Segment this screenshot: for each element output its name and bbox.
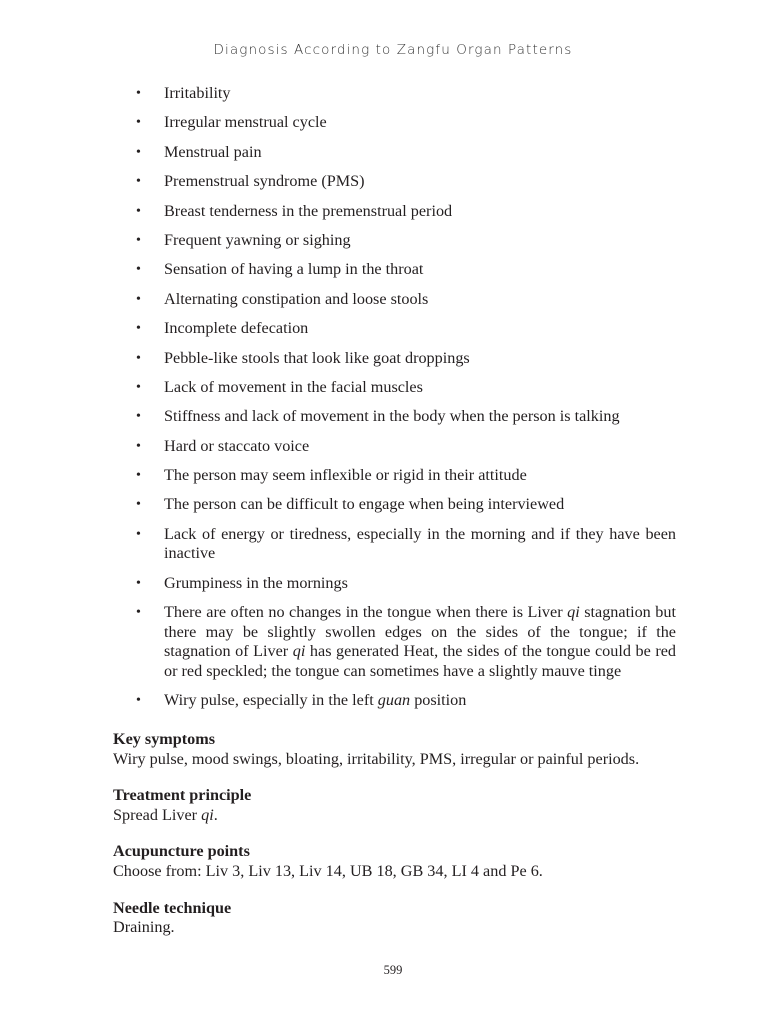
list-item-text: Grumpiness in the mornings xyxy=(164,573,348,592)
key-symptoms-text: Wiry pulse, mood swings, bloating, irritability, PMS, irregular or painful periods. xyxy=(113,749,640,768)
needle-technique-heading: Needle technique xyxy=(113,898,232,917)
bullet-icon: • xyxy=(136,379,141,395)
list-item xyxy=(136,437,676,457)
bullet-icon: • xyxy=(136,526,141,542)
list-item xyxy=(136,260,676,280)
bullet-icon: • xyxy=(136,497,141,513)
page-number: 599 xyxy=(383,963,403,977)
list-item-tongue xyxy=(136,603,676,681)
acupuncture-points-section xyxy=(113,842,683,881)
bullet-icon: • xyxy=(136,693,141,709)
list-item-text: Sensation of having a lump in the throat xyxy=(164,260,424,279)
bullet-icon: • xyxy=(136,409,141,425)
list-item xyxy=(136,407,676,427)
bullet-icon: • xyxy=(136,262,141,278)
list-item xyxy=(136,290,676,310)
list-item xyxy=(136,202,676,222)
list-item-text: Irritability xyxy=(164,84,231,102)
list-item xyxy=(136,143,676,163)
list-item xyxy=(136,495,676,515)
list-item-text: Lack of movement in the facial muscles xyxy=(164,377,423,396)
bullet-icon: • xyxy=(136,468,141,484)
bullet-icon: • xyxy=(136,115,141,131)
treatment-principle-text: Spread Liver qi. xyxy=(113,805,218,824)
list-item xyxy=(136,84,676,104)
symptom-list xyxy=(136,84,676,721)
list-item xyxy=(136,319,676,339)
list-item-text: Hard or staccato voice xyxy=(164,436,310,455)
list-item-text: Menstrual pain xyxy=(164,142,262,161)
bullet-icon: • xyxy=(136,232,141,248)
list-item xyxy=(136,349,676,369)
list-item-text: Premenstrual syndrome (PMS) xyxy=(164,172,365,191)
bullet-icon: • xyxy=(136,438,141,454)
list-item-text: Lack of energy or tiredness, especially in the morning and if they have been inactive xyxy=(164,524,676,563)
needle-technique-section xyxy=(113,899,683,938)
running-head: Diagnosis According to Zangfu Organ Patterns xyxy=(213,42,573,58)
key-symptoms-heading: Key symptoms xyxy=(113,730,216,748)
list-item-text: Stiffness and lack of movement in the body when the person is talking xyxy=(164,407,620,426)
list-item xyxy=(136,113,676,133)
list-item-text: Irregular menstrual cycle xyxy=(164,113,327,132)
key-symptoms-section xyxy=(113,730,683,769)
list-item xyxy=(136,525,676,564)
bullet-icon: • xyxy=(136,144,141,160)
list-item-text: The person may seem inflexible or rigid in their attitude xyxy=(164,466,527,485)
needle-technique-text: Draining. xyxy=(113,918,175,937)
acupuncture-points-text: Choose from: Liv 3, Liv 13, Liv 14, UB 18, GB 34, LI 4 and Pe 6. xyxy=(113,861,543,880)
list-item-text: Frequent yawning or sighing xyxy=(164,230,351,249)
list-item xyxy=(136,378,676,398)
list-item-text: Pebble-like stools that look like goat droppings xyxy=(164,348,470,367)
bullet-icon: • xyxy=(136,291,141,307)
list-item-text: Incomplete defecation xyxy=(164,319,309,338)
bullet-icon: • xyxy=(136,350,141,366)
list-item xyxy=(136,466,676,486)
bullet-icon: • xyxy=(136,86,141,101)
bullet-icon: • xyxy=(136,321,141,337)
bullet-icon: • xyxy=(136,575,141,591)
acupuncture-points-heading: Acupuncture points xyxy=(113,842,250,861)
list-item-text: Breast tenderness in the premenstrual period xyxy=(164,201,453,220)
list-item-text: The person can be difficult to engage when being interviewed xyxy=(164,495,565,514)
bullet-icon: • xyxy=(136,203,141,219)
list-item xyxy=(136,574,676,594)
list-item-text: Alternating constipation and loose stools xyxy=(164,289,429,308)
tongue-text: There are often no changes in the tongue when there is Liver qi stagnation but there may be slightly swollen edges on the sides of the tongue; if the stagnation of Liver qi has generated Heat, the sides of the tongue could be red or red speckled; the tongue can sometimes have a slightly mauve tinge xyxy=(164,603,676,681)
list-item-pulse xyxy=(136,691,676,711)
bullet-icon: • xyxy=(136,174,141,190)
pulse-text: Wiry pulse, especially in the left guan position xyxy=(164,691,467,710)
treatment-principle-heading: Treatment principle xyxy=(113,786,252,805)
list-item xyxy=(136,172,676,192)
list-item xyxy=(136,231,676,251)
pattern-summary xyxy=(113,730,683,955)
treatment-principle-section xyxy=(113,786,683,825)
bullet-icon: • xyxy=(136,605,141,621)
